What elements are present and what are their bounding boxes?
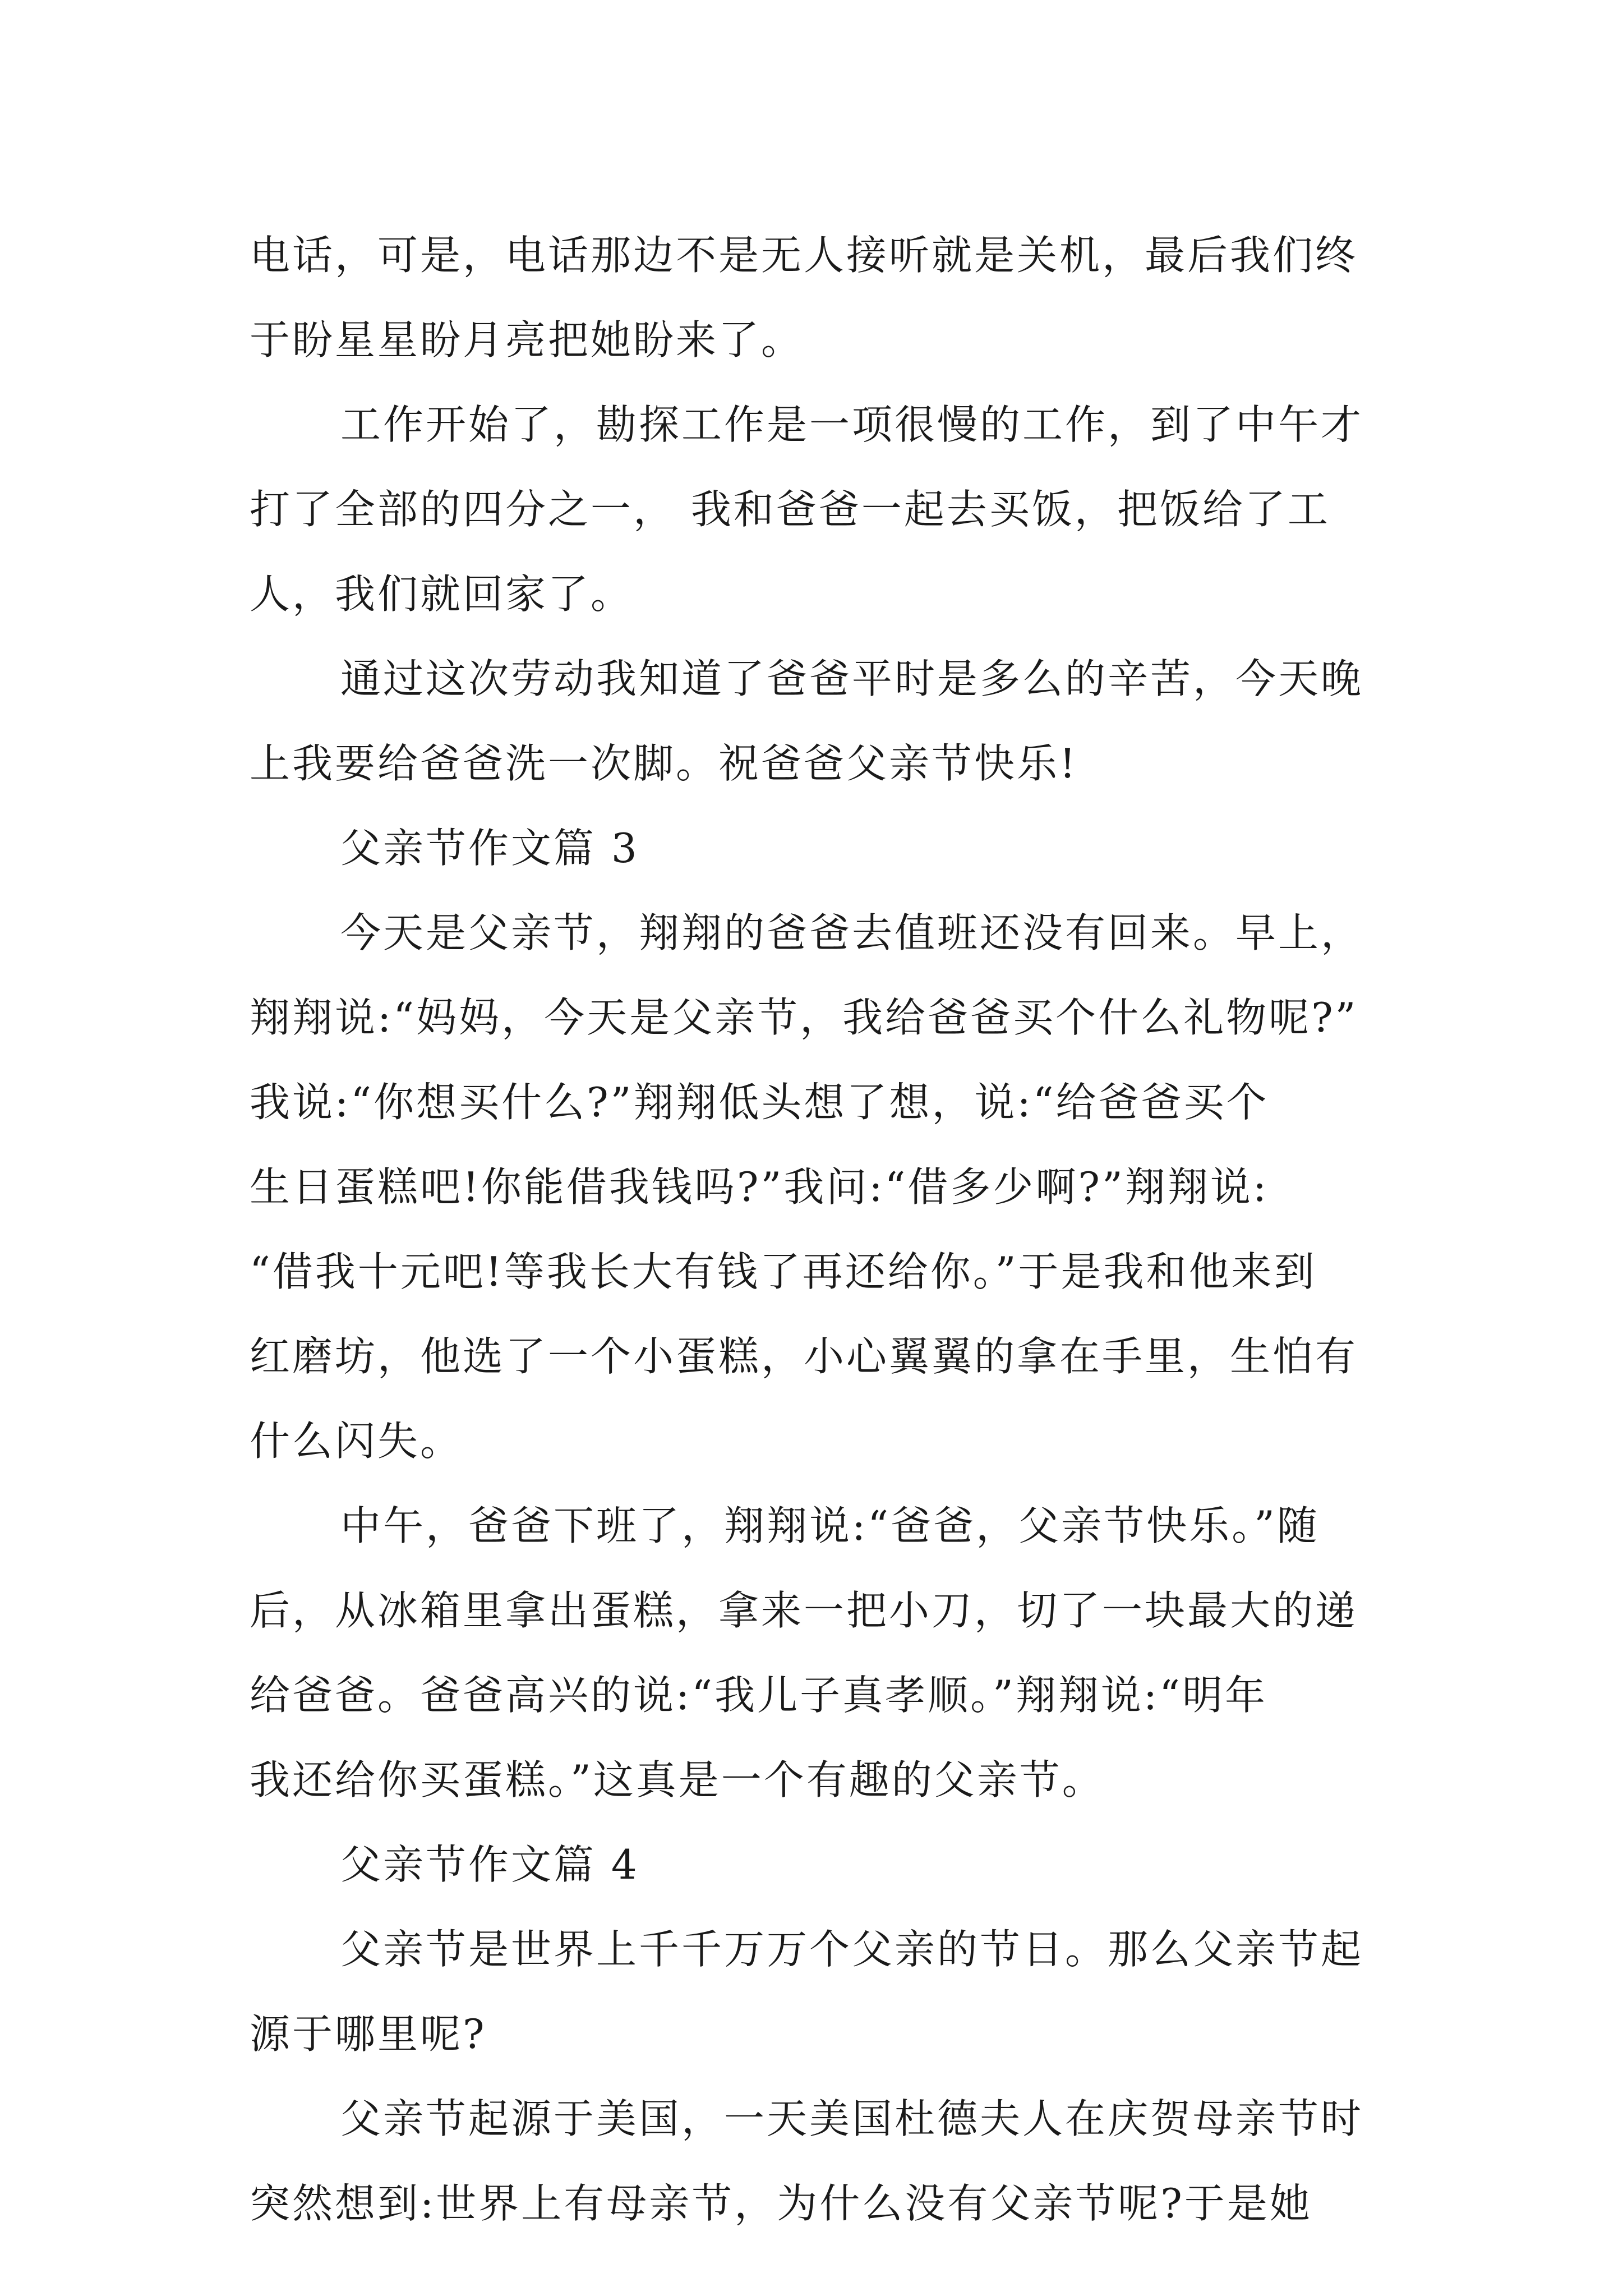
text-line: 什么闪失。 (250, 1418, 463, 1465)
paragraph (250, 383, 1377, 637)
heading-text: 父亲节作文篇 3 (340, 825, 639, 872)
text-line: 打了全部的四分之一， 我和爸爸一起去买饭，把饭给了工 (250, 486, 1330, 533)
paragraph (250, 1484, 1377, 1823)
section-heading (250, 1823, 1377, 1907)
paragraph (250, 2077, 1377, 2246)
text-line: 给爸爸。爸爸高兴的说:“我儿子真孝顺。”翔翔说:“明年 (250, 1672, 1267, 1719)
text-line: 电话，可是，电话那边不是无人接听就是关机，最后我们终 (250, 232, 1358, 279)
text-line: 红磨坊，他选了一个小蛋糕，小心翼翼的拿在手里，生怕有 (250, 1333, 1358, 1380)
text-line: 人，我们就回家了。 (250, 570, 634, 618)
text-line: 后，从冰箱里拿出蛋糕，拿来一把小刀，切了一块最大的递 (250, 1587, 1358, 1634)
text-line: 通过这次劳动我知道了爸爸平时是多么的辛苦，今天晚 (340, 655, 1364, 702)
text-line: 今天是父亲节，翔翔的爸爸去值班还没有回来。早上， (340, 909, 1364, 956)
text-line: 上我要给爸爸洗一次脚。祝爸爸父亲节快乐! (250, 740, 1078, 787)
text-line: 父亲节是世界上千千万万个父亲的节日。那么父亲节起 (340, 1926, 1364, 1973)
paragraph (250, 637, 1377, 806)
text-line: 于盼星星盼月亮把她盼来了。 (250, 316, 804, 364)
paragraph (250, 213, 1377, 383)
section-heading (250, 806, 1377, 891)
paragraph (250, 891, 1377, 1484)
text-line: 工作开始了，勘探工作是一项很慢的工作，到了中午才 (340, 401, 1364, 448)
text-line: 我说:“你想买什么?”翔翔低头想了想，说:“给爸爸买个 (250, 1079, 1269, 1126)
text-line: 源于哪里呢? (250, 2010, 487, 2058)
document-body (250, 213, 1377, 2246)
text-line: 我还给你买蛋糕。”这真是一个有趣的父亲节。 (250, 1756, 1105, 1803)
text-line: 突然想到:世界上有母亲节，为什么没有父亲节呢?于是她 (250, 2180, 1312, 2227)
text-line: 父亲节起源于美国，一天美国杜德夫人在庆贺母亲节时 (340, 2095, 1364, 2142)
text-line: 中午，爸爸下班了，翔翔说:“爸爸，父亲节快乐。”随 (340, 1502, 1320, 1549)
paragraph (250, 1907, 1377, 2077)
text-line: 生日蛋糕吧!你能借我钱吗?”我问:“借多少啊?”翔翔说: (250, 1163, 1269, 1211)
heading-text: 父亲节作文篇 4 (340, 1841, 639, 1888)
text-line: 翔翔说:“妈妈，今天是父亲节，我给爸爸买个什么礼物呢?” (250, 994, 1358, 1041)
text-line: “借我十元吧!等我长大有钱了再还给你。”于是我和他来到 (250, 1248, 1317, 1295)
